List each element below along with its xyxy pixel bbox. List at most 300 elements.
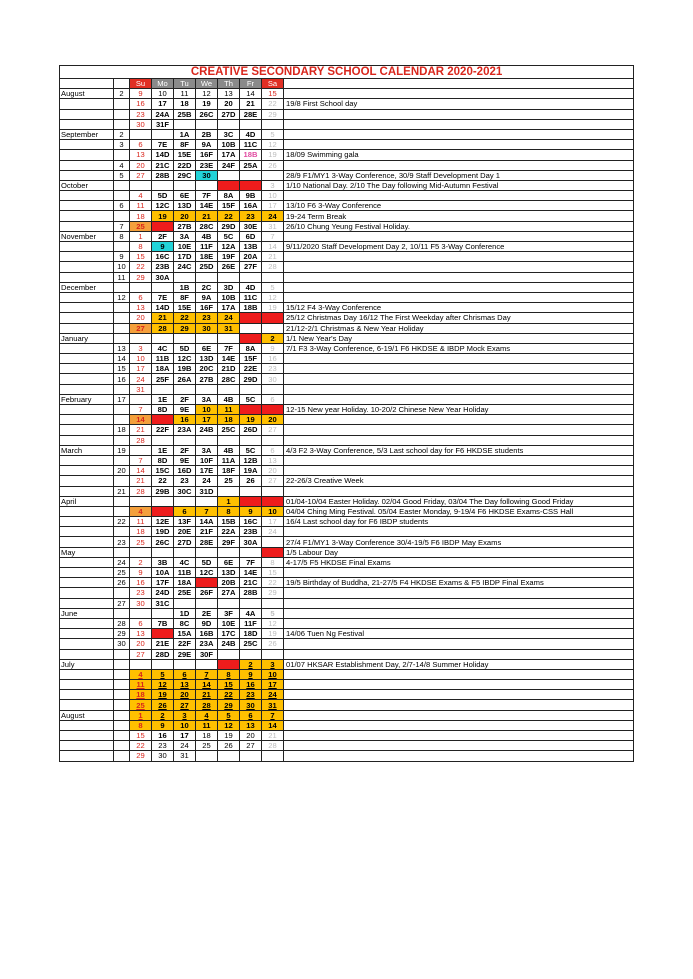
- day-cell-wed: [196, 333, 218, 343]
- event-note: [284, 140, 634, 150]
- day-cell-sun: 27: [130, 649, 152, 659]
- day-cell-tue: 23A: [174, 425, 196, 435]
- day-cell-fri: 9: [240, 506, 262, 516]
- event-note: [284, 588, 634, 598]
- day-cell-sat: 24: [262, 211, 284, 221]
- day-cell-thu: 19: [218, 731, 240, 741]
- day-cell-thu: 29F: [218, 537, 240, 547]
- month-label: [60, 741, 114, 751]
- event-note: 01/04-10/04 Easter Holiday. 02/04 Good Friday, 03/04 The Day following Good Friday: [284, 496, 634, 506]
- day-cell-mon: 9: [152, 720, 174, 730]
- day-cell-wed: 31D: [196, 486, 218, 496]
- calendar-week-row: [60, 354, 634, 364]
- day-cell-wed: 16F: [196, 150, 218, 160]
- event-note: [284, 455, 634, 465]
- day-cell-fri: [240, 313, 262, 323]
- day-cell-sat: [262, 272, 284, 282]
- day-cell-wed: 10: [196, 405, 218, 415]
- day-cell-thu: 6E: [218, 557, 240, 567]
- week-number: [114, 659, 130, 669]
- day-cell-fri: 4D: [240, 129, 262, 139]
- day-cell-fri: 16C: [240, 517, 262, 527]
- day-cell-wed: 13D: [196, 354, 218, 364]
- event-note: [284, 435, 634, 445]
- weekday-header-tue: Tu: [174, 79, 196, 89]
- week-number: 14: [114, 354, 130, 364]
- day-cell-tue: 27D: [174, 537, 196, 547]
- week-number: [114, 710, 130, 720]
- calendar-week-row: [60, 639, 634, 649]
- week-number: 29: [114, 629, 130, 639]
- day-cell-fri: 4D: [240, 282, 262, 292]
- week-number: 20: [114, 466, 130, 476]
- day-cell-tue: 30C: [174, 486, 196, 496]
- day-cell-fri: 20A: [240, 252, 262, 262]
- week-number: 23: [114, 537, 130, 547]
- month-label: [60, 435, 114, 445]
- month-label: March: [60, 445, 114, 455]
- event-note: [284, 252, 634, 262]
- calendar-week-row: [60, 282, 634, 292]
- calendar-week-row: [60, 588, 634, 598]
- day-cell-sun: 2: [130, 557, 152, 567]
- event-note: [284, 710, 634, 720]
- event-note: [284, 354, 634, 364]
- day-cell-mon: 5D: [152, 191, 174, 201]
- day-cell-sat: 5: [262, 282, 284, 292]
- day-cell-sat: [262, 313, 284, 323]
- day-cell-sun: 21: [130, 425, 152, 435]
- calendar-week-row: [60, 435, 634, 445]
- day-cell-tue: [174, 598, 196, 608]
- calendar-week-row: [60, 578, 634, 588]
- day-cell-mon: 21C: [152, 160, 174, 170]
- week-number: [114, 455, 130, 465]
- day-cell-sat: 15: [262, 89, 284, 99]
- day-cell-tue: 13D: [174, 201, 196, 211]
- school-calendar-table: [59, 65, 634, 762]
- month-label: [60, 160, 114, 170]
- day-cell-fri: 26: [240, 476, 262, 486]
- event-note: [284, 425, 634, 435]
- day-cell-mon: 8D: [152, 405, 174, 415]
- day-cell-tue: [174, 384, 196, 394]
- day-cell-tue: 8F: [174, 292, 196, 302]
- day-cell-fri: 5C: [240, 445, 262, 455]
- day-cell-sat: 8: [262, 557, 284, 567]
- day-cell-wed: 24: [196, 476, 218, 486]
- day-cell-thu: 5C: [218, 231, 240, 241]
- month-header-cell: [60, 79, 114, 89]
- event-note: 1/5 Labour Day: [284, 547, 634, 557]
- month-label: [60, 476, 114, 486]
- day-cell-wed: [196, 598, 218, 608]
- month-label: [60, 618, 114, 628]
- day-cell-sat: 24: [262, 690, 284, 700]
- day-cell-sun: 1: [130, 710, 152, 720]
- day-cell-sun: 22: [130, 741, 152, 751]
- day-cell-tue: [174, 659, 196, 669]
- month-label: November: [60, 231, 114, 241]
- day-cell-fri: [240, 751, 262, 761]
- day-cell-fri: 15F: [240, 354, 262, 364]
- day-cell-wed: 23A: [196, 639, 218, 649]
- day-cell-tue: 25B: [174, 109, 196, 119]
- day-cell-wed: 23: [196, 313, 218, 323]
- day-cell-sat: 3: [262, 180, 284, 190]
- day-cell-thu: 25C: [218, 425, 240, 435]
- week-number: [114, 211, 130, 221]
- week-number: [114, 384, 130, 394]
- day-cell-tue: 8F: [174, 140, 196, 150]
- day-cell-sat: 26: [262, 160, 284, 170]
- day-cell-thu: 20: [218, 99, 240, 109]
- day-cell-sat: 17: [262, 680, 284, 690]
- event-note: 22-26/3 Creative Week: [284, 476, 634, 486]
- day-cell-thu: 22A: [218, 527, 240, 537]
- day-cell-mon: [152, 435, 174, 445]
- week-number: 16: [114, 374, 130, 384]
- calendar-week-row: [60, 405, 634, 415]
- day-cell-sun: 15: [130, 731, 152, 741]
- day-cell-mon: 3B: [152, 557, 174, 567]
- day-cell-thu: 26E: [218, 262, 240, 272]
- day-cell-mon: 14D: [152, 150, 174, 160]
- day-cell-sat: 6: [262, 394, 284, 404]
- day-cell-mon: [152, 547, 174, 557]
- day-cell-sun: 11: [130, 517, 152, 527]
- day-cell-tue: 29E: [174, 649, 196, 659]
- week-number: [114, 506, 130, 516]
- day-cell-mon: 7B: [152, 618, 174, 628]
- day-cell-mon: 28D: [152, 649, 174, 659]
- event-note: [284, 394, 634, 404]
- calendar-week-row: [60, 629, 634, 639]
- event-note: 14/06 Tuen Ng Festival: [284, 629, 634, 639]
- month-label: [60, 211, 114, 221]
- day-cell-wed: 14: [196, 680, 218, 690]
- month-label: [60, 629, 114, 639]
- day-cell-sat: [262, 547, 284, 557]
- calendar-week-row: [60, 323, 634, 333]
- event-note: [284, 272, 634, 282]
- month-label: June: [60, 608, 114, 618]
- day-cell-wed: 28: [196, 700, 218, 710]
- day-cell-thu: 27A: [218, 588, 240, 598]
- week-number: [114, 720, 130, 730]
- calendar-week-row: [60, 425, 634, 435]
- day-cell-sun: 14: [130, 466, 152, 476]
- day-cell-mon: 4C: [152, 343, 174, 353]
- month-label: [60, 537, 114, 547]
- day-cell-tue: 2F: [174, 445, 196, 455]
- day-cell-fri: 13: [240, 720, 262, 730]
- day-cell-sun: 13: [130, 303, 152, 313]
- day-cell-wed: 25: [196, 741, 218, 751]
- week-number: [114, 527, 130, 537]
- day-cell-wed: 28E: [196, 537, 218, 547]
- day-cell-wed: [196, 496, 218, 506]
- day-cell-mon: 25F: [152, 374, 174, 384]
- day-cell-fri: [240, 435, 262, 445]
- day-cell-sun: 11: [130, 680, 152, 690]
- event-note: 1/10 National Day. 2/10 The Day following Mid-Autumn Festival: [284, 180, 634, 190]
- month-label: [60, 119, 114, 129]
- day-cell-sat: 9: [262, 343, 284, 353]
- day-cell-wed: 3A: [196, 445, 218, 455]
- week-number: [114, 180, 130, 190]
- day-cell-sat: [262, 486, 284, 496]
- day-cell-fri: 25C: [240, 639, 262, 649]
- day-cell-tue: 22D: [174, 160, 196, 170]
- day-cell-fri: [240, 272, 262, 282]
- day-cell-mon: [152, 659, 174, 669]
- day-cell-wed: 6E: [196, 343, 218, 353]
- day-cell-mon: 21E: [152, 639, 174, 649]
- day-cell-wed: [196, 180, 218, 190]
- month-label: [60, 486, 114, 496]
- day-cell-wed: 9A: [196, 292, 218, 302]
- day-cell-sat: 28: [262, 741, 284, 751]
- day-cell-sun: 18: [130, 211, 152, 221]
- day-cell-thu: 8A: [218, 191, 240, 201]
- day-cell-thu: [218, 272, 240, 282]
- week-number: [114, 476, 130, 486]
- day-cell-thu: [218, 170, 240, 180]
- week-number: 7: [114, 221, 130, 231]
- calendar-week-row: [60, 150, 634, 160]
- day-cell-thu: 7F: [218, 343, 240, 353]
- day-cell-fri: 27: [240, 741, 262, 751]
- day-cell-tue: 1B: [174, 282, 196, 292]
- day-cell-tue: [174, 496, 196, 506]
- day-cell-wed: [196, 119, 218, 129]
- month-label: [60, 354, 114, 364]
- day-cell-tue: 9E: [174, 455, 196, 465]
- day-cell-tue: 17: [174, 731, 196, 741]
- day-cell-sat: 31: [262, 221, 284, 231]
- day-cell-wed: 7: [196, 506, 218, 516]
- event-note: [284, 364, 634, 374]
- calendar-week-row: [60, 242, 634, 252]
- day-cell-sun: 17: [130, 364, 152, 374]
- day-cell-mon: 22F: [152, 425, 174, 435]
- day-cell-fri: [240, 405, 262, 415]
- weekday-header-thu: Th: [218, 79, 240, 89]
- day-cell-thu: 10B: [218, 140, 240, 150]
- day-cell-tue: 24C: [174, 262, 196, 272]
- month-label: [60, 374, 114, 384]
- week-number: [114, 680, 130, 690]
- day-cell-fri: [240, 649, 262, 659]
- day-cell-sun: [130, 608, 152, 618]
- month-label: [60, 557, 114, 567]
- day-cell-wed: 16B: [196, 629, 218, 639]
- day-cell-tue: 22: [174, 313, 196, 323]
- day-cell-wed: [196, 578, 218, 588]
- month-label: [60, 680, 114, 690]
- day-cell-mon: 22: [152, 476, 174, 486]
- day-cell-sat: 22: [262, 578, 284, 588]
- calendar-week-row: [60, 252, 634, 262]
- calendar-week-row: [60, 364, 634, 374]
- day-cell-sun: 13: [130, 629, 152, 639]
- day-cell-thu: 10B: [218, 292, 240, 302]
- day-cell-sun: [130, 659, 152, 669]
- day-cell-sat: 20: [262, 415, 284, 425]
- day-cell-mon: [152, 608, 174, 618]
- day-cell-sun: 4: [130, 669, 152, 679]
- calendar-week-row: [60, 700, 634, 710]
- week-number: [114, 669, 130, 679]
- day-cell-tue: 3: [174, 710, 196, 720]
- event-note: [284, 731, 634, 741]
- day-cell-sun: 16: [130, 99, 152, 109]
- day-cell-thu: 8: [218, 669, 240, 679]
- day-cell-thu: [218, 333, 240, 343]
- day-cell-thu: 14E: [218, 354, 240, 364]
- month-label: [60, 639, 114, 649]
- day-cell-fri: 23: [240, 211, 262, 221]
- day-cell-fri: 14: [240, 89, 262, 99]
- month-label: [60, 221, 114, 231]
- day-cell-thu: 21D: [218, 364, 240, 374]
- event-note: [284, 486, 634, 496]
- month-label: [60, 140, 114, 150]
- day-cell-sun: 27: [130, 323, 152, 333]
- day-cell-fri: 4A: [240, 608, 262, 618]
- day-cell-fri: 8A: [240, 343, 262, 353]
- day-cell-tue: 27B: [174, 221, 196, 231]
- calendar-title: CREATIVE SECONDARY SCHOOL CALENDAR 2020-2021: [60, 66, 634, 79]
- week-number: 3: [114, 140, 130, 150]
- day-cell-fri: 30E: [240, 221, 262, 231]
- event-note: [284, 109, 634, 119]
- day-cell-wed: [196, 384, 218, 394]
- day-cell-mon: 10: [152, 89, 174, 99]
- day-cell-tue: 13: [174, 680, 196, 690]
- day-cell-mon: 19: [152, 211, 174, 221]
- calendar-week-row: [60, 303, 634, 313]
- day-cell-wed: [196, 659, 218, 669]
- day-cell-mon: 31C: [152, 598, 174, 608]
- week-number: 5: [114, 170, 130, 180]
- day-cell-thu: 17A: [218, 150, 240, 160]
- month-label: [60, 517, 114, 527]
- calendar-week-row: [60, 384, 634, 394]
- calendar-week-row: [60, 191, 634, 201]
- week-number: 26: [114, 578, 130, 588]
- month-label: [60, 109, 114, 119]
- week-number: 10: [114, 262, 130, 272]
- day-cell-sat: 2: [262, 333, 284, 343]
- day-cell-tue: 31: [174, 751, 196, 761]
- day-cell-mon: 30: [152, 751, 174, 761]
- week-number: [114, 741, 130, 751]
- day-cell-sun: 22: [130, 262, 152, 272]
- day-cell-mon: 18A: [152, 364, 174, 374]
- weekday-header-fri: Fr: [240, 79, 262, 89]
- week-number: 22: [114, 517, 130, 527]
- day-cell-sat: 31: [262, 700, 284, 710]
- day-cell-mon: 9: [152, 242, 174, 252]
- day-cell-mon: [152, 496, 174, 506]
- event-note: [284, 568, 634, 578]
- week-number: 24: [114, 557, 130, 567]
- day-cell-wed: 12: [196, 89, 218, 99]
- event-note: [284, 292, 634, 302]
- day-cell-thu: 22: [218, 211, 240, 221]
- day-cell-thu: [218, 598, 240, 608]
- month-label: [60, 405, 114, 415]
- day-cell-fri: 5C: [240, 394, 262, 404]
- month-label: [60, 201, 114, 211]
- day-cell-wed: 21: [196, 690, 218, 700]
- day-cell-sun: 9: [130, 89, 152, 99]
- month-label: [60, 568, 114, 578]
- calendar-week-row: [60, 486, 634, 496]
- month-label: [60, 242, 114, 252]
- calendar-week-row: [60, 455, 634, 465]
- day-cell-sun: [130, 547, 152, 557]
- day-cell-sun: 4: [130, 191, 152, 201]
- day-cell-sun: 10: [130, 354, 152, 364]
- week-number: [114, 191, 130, 201]
- day-cell-mon: 17F: [152, 578, 174, 588]
- day-cell-mon: 12E: [152, 517, 174, 527]
- day-cell-sat: 6: [262, 445, 284, 455]
- week-number: [114, 700, 130, 710]
- day-cell-sat: 7: [262, 231, 284, 241]
- calendar-week-row: [60, 272, 634, 282]
- day-cell-thu: 12: [218, 720, 240, 730]
- day-cell-wed: 14A: [196, 517, 218, 527]
- calendar-week-row: [60, 211, 634, 221]
- day-cell-thu: 27D: [218, 109, 240, 119]
- day-cell-mon: [152, 384, 174, 394]
- day-cell-fri: 11F: [240, 618, 262, 628]
- day-cell-sat: 17: [262, 517, 284, 527]
- month-label: [60, 99, 114, 109]
- day-cell-fri: 16A: [240, 201, 262, 211]
- day-cell-sun: [130, 333, 152, 343]
- day-cell-sun: [130, 129, 152, 139]
- day-cell-wed: 30: [196, 170, 218, 180]
- day-cell-mon: 23B: [152, 262, 174, 272]
- day-cell-wed: 7F: [196, 191, 218, 201]
- day-cell-wed: 12C: [196, 568, 218, 578]
- day-cell-fri: 21C: [240, 578, 262, 588]
- day-cell-wed: 5D: [196, 557, 218, 567]
- week-number: [114, 415, 130, 425]
- day-cell-tue: 26A: [174, 374, 196, 384]
- day-cell-mon: [152, 506, 174, 516]
- day-cell-thu: 12A: [218, 242, 240, 252]
- day-cell-sun: 18: [130, 527, 152, 537]
- day-cell-tue: [174, 333, 196, 343]
- month-label: September: [60, 129, 114, 139]
- calendar-week-row: [60, 649, 634, 659]
- day-cell-fri: 18B: [240, 303, 262, 313]
- day-cell-wed: 4B: [196, 231, 218, 241]
- day-cell-sun: 6: [130, 140, 152, 150]
- week-number: 30: [114, 639, 130, 649]
- calendar-week-row: [60, 751, 634, 761]
- day-cell-mon: 21: [152, 313, 174, 323]
- day-cell-thu: 11A: [218, 455, 240, 465]
- calendar-week-row: [60, 231, 634, 241]
- month-label: [60, 506, 114, 516]
